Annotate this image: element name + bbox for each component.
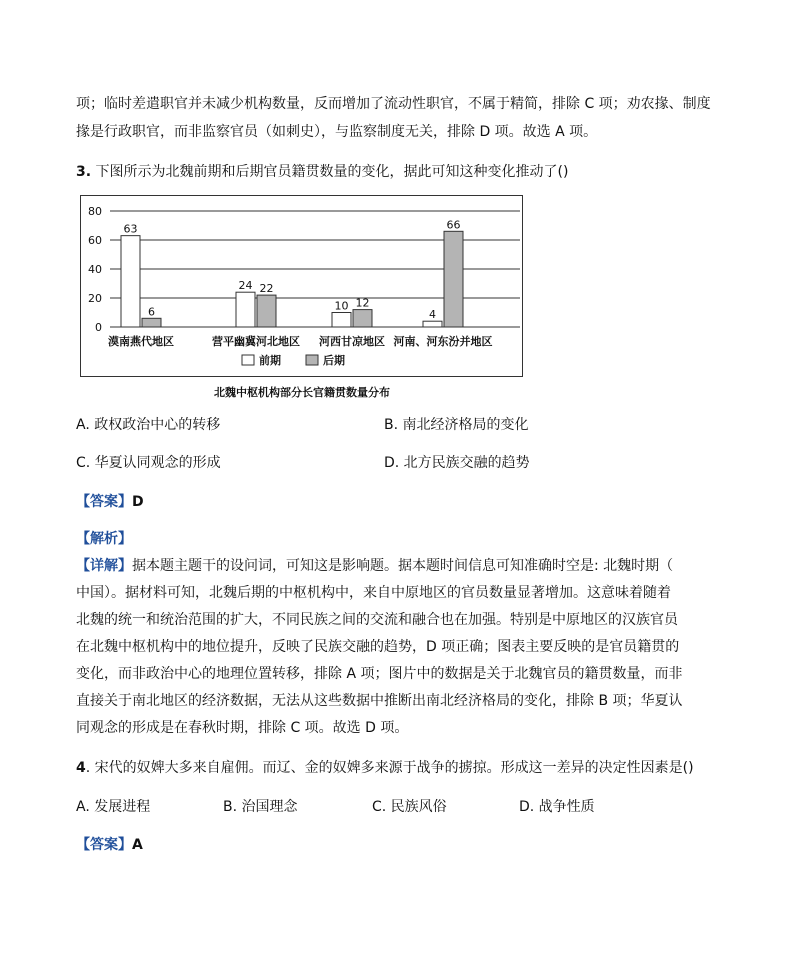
answer-4-value: A — [132, 837, 143, 853]
option-a[interactable]: A. 政权政治中心的转移 — [76, 417, 221, 433]
y-tick-label: 20 — [88, 292, 102, 305]
bar — [121, 236, 140, 327]
analysis-line-3: 北魏的统一和统治范围的扩大，不同民族之间的交流和融合也在加强。特别是中原地区的汉族官员 — [76, 612, 678, 628]
analysis-3-tag — [76, 529, 132, 549]
analysis-line-4: 在北魏中枢机构中的地位提升，反映了民族交融的趋势，D 项正确；图表主要反映的是官员籍贯的 — [76, 639, 680, 655]
answer-3-value: D — [132, 494, 144, 510]
analysis-line-6: 直接关于南北地区的经济数据，无法从这些数据中推断出南北经济格局的变化，排除 B 项；华夏认 — [76, 693, 683, 709]
question-3-text: 下图所示为北魏前期和后期官员籍贯数量的变化，据此可知这种变化推动了() — [95, 164, 569, 180]
y-tick-label: 0 — [95, 321, 102, 334]
q4-option-b[interactable]: B. 治国理念 — [223, 799, 298, 815]
bar — [353, 310, 372, 327]
q4-option-c[interactable]: C. 民族风俗 — [372, 799, 447, 815]
chart-caption: 北魏中枢机构部分长官籍贯数量分布 — [214, 386, 390, 399]
y-tick-label: 60 — [88, 234, 102, 247]
category-label: 漠南燕代地区 — [108, 335, 174, 348]
bar — [423, 321, 442, 327]
q4-option-d[interactable]: D. 战争性质 — [519, 799, 595, 815]
data-label: 63 — [123, 222, 138, 236]
data-label: 4 — [429, 308, 436, 322]
question-3-stem — [76, 162, 568, 182]
category-label: 河西甘凉地区 — [319, 335, 385, 348]
analysis-line-1-text: 据本题主题干的设问词，可知这是影响题。据本题时间信息可知准确时空是: 北魏时期（ — [132, 558, 674, 574]
data-label: 22 — [259, 282, 274, 296]
y-tick-label: 80 — [88, 205, 102, 218]
legend-label: 后期 — [323, 354, 345, 367]
data-label: 6 — [148, 305, 155, 319]
prev-explanation-line-2: 掾是行政职官，而非监察官员（如刺史），与监察制度无关，排除 D 项。故选 A 项。 — [76, 124, 598, 140]
analysis-line-7: 同观念的形成是在春秋时期，排除 C 项。故选 D 项。 — [76, 720, 409, 736]
bar — [257, 295, 276, 327]
answer-4-tag: 【答案】 — [76, 837, 132, 853]
data-label: 24 — [238, 279, 253, 293]
analysis-line-5: 变化，而非政治中心的地理位置转移，排除 A 项；图片中的数据是关于北魏官员的籍贯数量，而非 — [76, 666, 683, 682]
data-label: 10 — [334, 299, 349, 313]
bar — [332, 313, 351, 328]
question-3-number: 3. — [76, 164, 92, 180]
detail-tag: 【详解】 — [76, 558, 132, 574]
question-4-number: 4 — [76, 760, 86, 776]
answer-4 — [76, 835, 143, 855]
bar — [142, 318, 161, 327]
analysis-tag: 【解析】 — [76, 531, 132, 547]
question-4-text: . 宋代的奴婢大多来自雇佣。而辽、金的奴婢多来源于战争的掳掠。形成这一差异的决定性因素是() — [85, 760, 694, 776]
data-label: 12 — [355, 296, 370, 310]
option-c[interactable]: C. 华夏认同观念的形成 — [76, 455, 221, 471]
analysis-line-1 — [76, 556, 673, 576]
legend-label: 前期 — [259, 354, 281, 367]
option-d[interactable]: D. 北方民族交融的趋势 — [384, 455, 530, 471]
y-tick-label: 40 — [88, 263, 102, 276]
legend-swatch — [242, 355, 254, 365]
bar — [236, 292, 255, 327]
bar — [444, 231, 463, 327]
bar-chart — [80, 195, 524, 377]
question-4-stem — [76, 758, 694, 778]
category-label: 河南、河东汾并地区 — [393, 335, 493, 348]
legend-swatch — [306, 355, 318, 365]
analysis-line-2: 中国）。据材料可知，北魏后期的中枢机构中，来自中原地区的官员数量显著增加。这意味着随着 — [76, 585, 671, 601]
category-label: 营平幽冀河北地区 — [212, 335, 300, 348]
answer-3-tag: 【答案】 — [76, 494, 132, 510]
q4-option-a[interactable]: A. 发展进程 — [76, 799, 151, 815]
option-b[interactable]: B. 南北经济格局的变化 — [384, 417, 529, 433]
data-label: 66 — [446, 218, 461, 232]
answer-3 — [76, 492, 144, 512]
prev-explanation-line-1: 项；临时差遣职官并未减少机构数量，反而增加了流动性职官，不属于精简，排除 C 项；劝农掾、制度 — [76, 96, 711, 112]
